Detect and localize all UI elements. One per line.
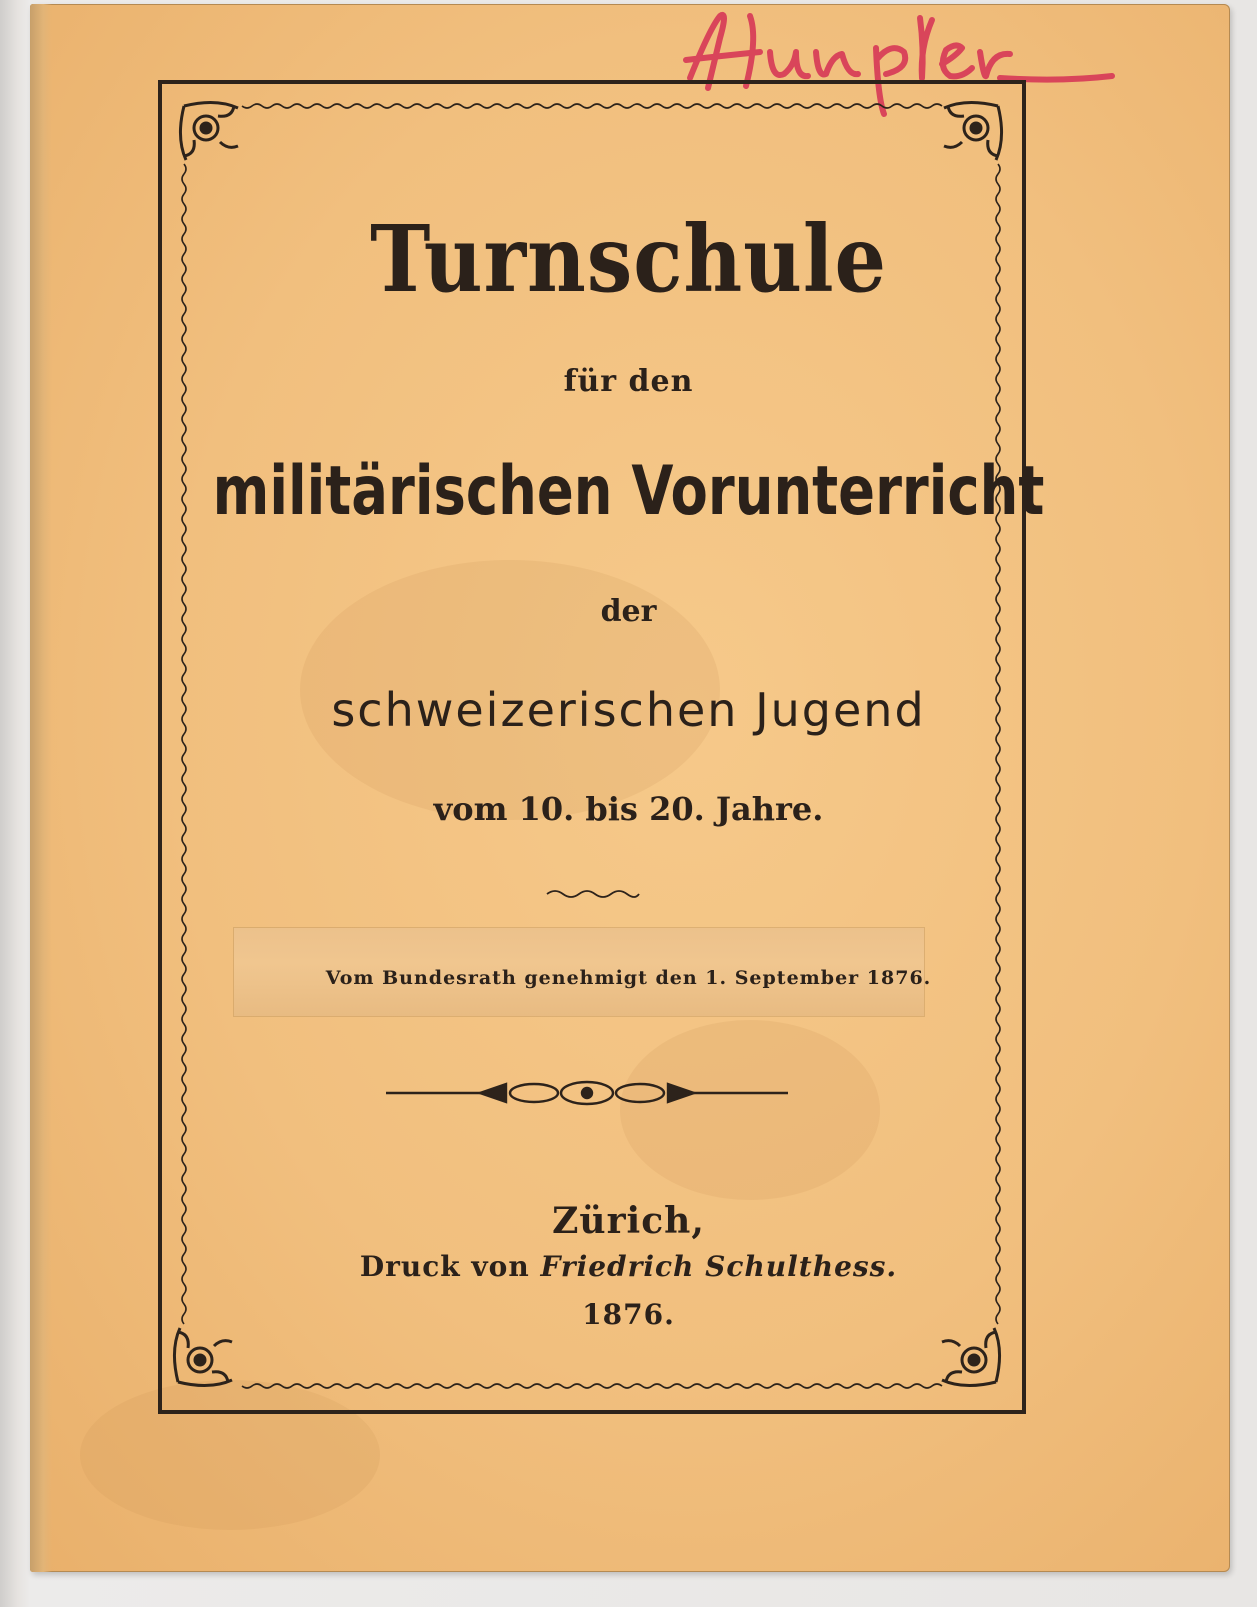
subtitle-fuer-den: für den [563,364,694,399]
printer-line [0,1250,1257,1283]
subtitle-der: der [600,594,657,629]
divider-ornament-icon [384,1076,790,1110]
approval-note: Vom Bundesrath genehmigt den 1. September 1876. [325,967,932,989]
subtitle-age-range: vom 10. bis 20. Jahre. [433,790,824,828]
subtitle-schweizerischen-jugend: schweizerischen Jugend [331,683,926,737]
printer-name: Friedrich Schulthess. [540,1250,898,1283]
corner-flourish-icon [176,98,246,168]
publication-year: 1876. [582,1298,675,1331]
book-spine [30,4,52,1572]
tilde-ornament-icon [545,886,641,902]
book-title: Turnschule [370,205,887,313]
printer-prefix: Druck von [359,1250,541,1283]
corner-flourish-icon [936,98,1006,168]
publication-city: Zürich, [552,1200,705,1242]
subtitle-militaerischen: militärischen Vorunterricht [212,452,1045,531]
